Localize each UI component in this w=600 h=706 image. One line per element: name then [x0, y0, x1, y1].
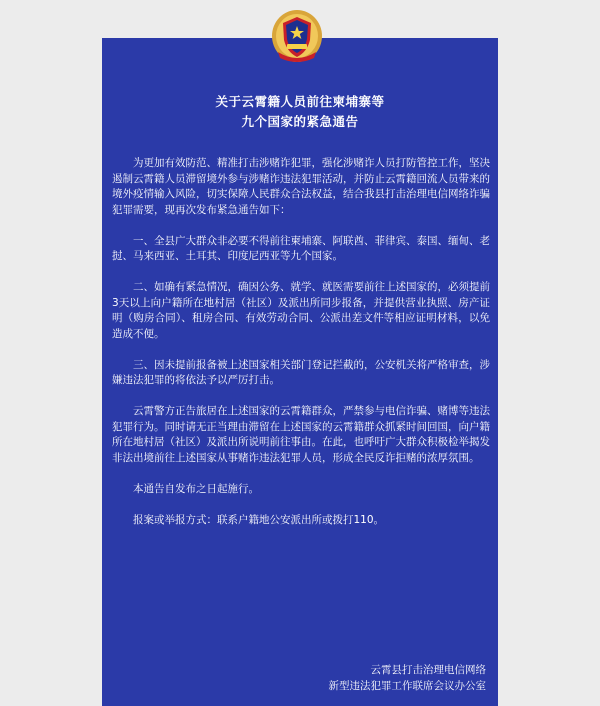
- police-emblem-icon: [270, 8, 324, 64]
- notice-title: [102, 92, 498, 132]
- paragraph-item-3: 三、因未提前报备被上述国家相关部门登记拦截的，公安机关将严格审查，涉嫌违法犯罪的将依法予以严厉打击。: [112, 358, 490, 386]
- notice-body: [112, 156, 490, 544]
- paragraph-effective: 本通告自发布之日起施行。: [133, 482, 259, 495]
- paragraph-item-2: 二、如确有紧急情况，确因公务、就学、就医需要前往上述国家的，必须提前3天以上向户籍所在地村居（社区）及派出所同步报备，并提供营业执照、房产证明（购房合同）、租房合同、有效劳动合同、公派出差文件等相应证明材料，以免造成不便。: [112, 281, 490, 340]
- signature-line-2: 新型违法犯罪工作联席会议办公室: [328, 680, 486, 692]
- signature: [102, 662, 486, 694]
- title-line-2: 九个国家的紧急通告: [241, 114, 359, 129]
- signature-line-1: 云霄县打击治理电信网络: [370, 664, 486, 676]
- title-line-1: 关于云霄籍人员前往柬埔寨等: [215, 94, 385, 109]
- paragraph-intro: 为更加有效防范、精准打击涉赌诈犯罪，强化涉赌诈人员打防管控工作，坚决遏制云霄籍人员滞留境外参与涉赌诈违法犯罪活动，并防止云霄籍回流人员带来的境外疫情输入风险，切实保障人民群众合法权益，结合我县打击治理电信网络诈骗犯罪需要，现再次发布紧急通告如下：: [112, 157, 490, 216]
- paragraph-item-1: 一、全县广大群众非必要不得前往柬埔寨、阿联酋、菲律宾、泰国、缅甸、老挝、马来西亚、土耳其、印度尼西亚等九个国家。: [112, 234, 490, 262]
- paragraph-report: 报案或举报方式：联系户籍地公安派出所或拨打110。: [133, 513, 385, 526]
- paragraph-warning: 云霄警方正告旅居在上述国家的云霄籍群众，严禁参与电信诈骗、赌博等违法犯罪行为。同时请无正当理由滞留在上述国家的云霄籍群众抓紧时间回国，向户籍所在地村居（社区）及派出所说明前往事由。在此，也呼吁广大群众积极检举揭发非法出境前往上述国家从事赌诈违法犯罪人员，形成全民反诈拒赌的浓厚氛围。: [112, 405, 490, 464]
